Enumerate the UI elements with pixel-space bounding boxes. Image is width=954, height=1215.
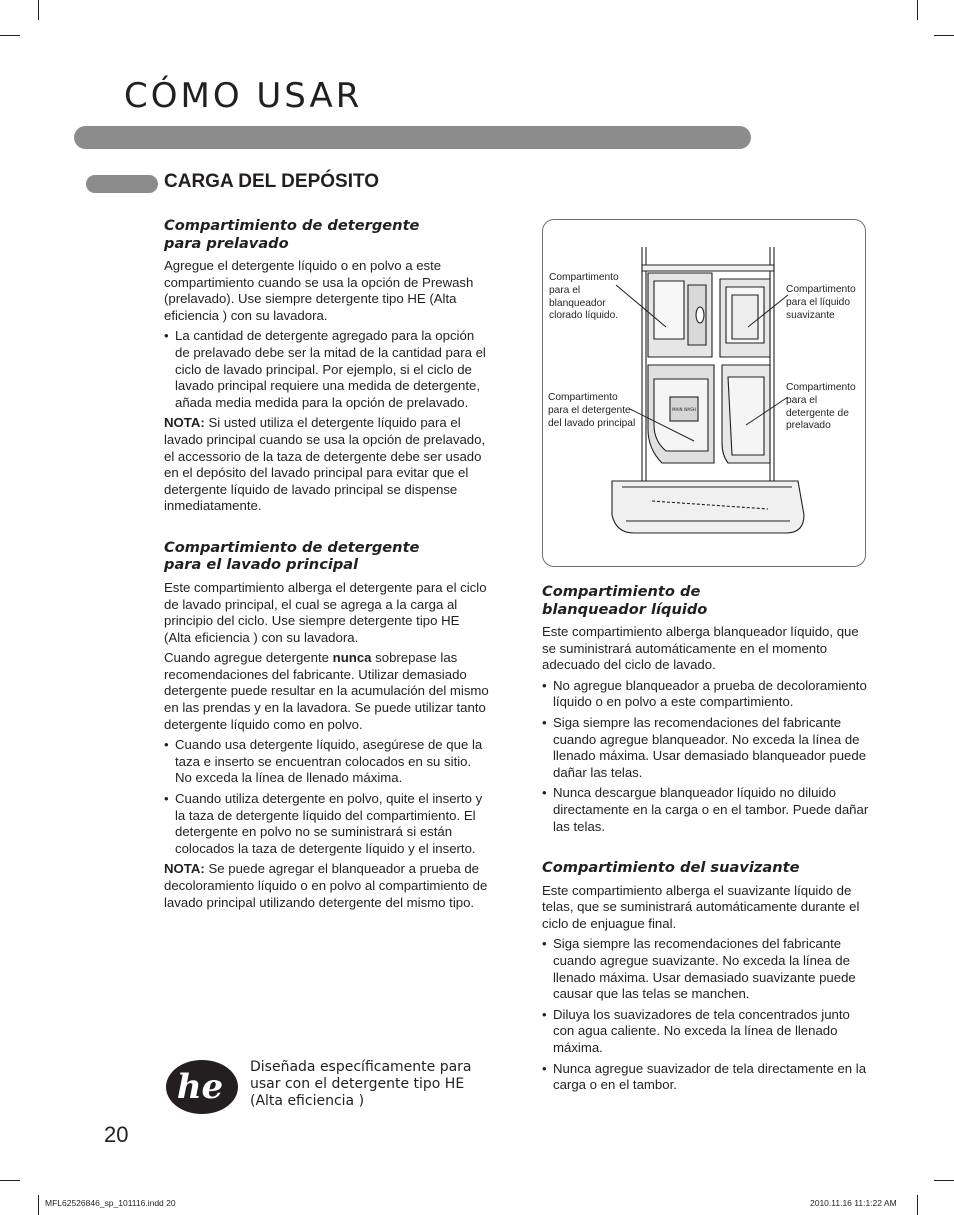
callout-mainwash: Compartimento para el detergente del lavado principal	[548, 392, 636, 429]
mainwash-paragraph: Este compartimiento alberga el detergente para el ciclo de lavado principal, el cual se agrega a la carga al principio del ciclo. Use siempre detergente tipo HE (Alta eficiencia ) con su lavadora.	[164, 579, 487, 645]
list-item: • Nunca agregue suavizador de tela directamente en la carga o en el tambor.	[542, 1061, 872, 1094]
prewash-list	[164, 328, 490, 411]
crop-mark	[934, 35, 954, 36]
crop-mark	[0, 35, 20, 36]
bleach-list	[542, 678, 872, 835]
list-item: • Nunca descargue blanqueador líquido no diluido directamente en la carga o en el tambor. Puede dañar las telas.	[542, 785, 872, 835]
list-item: • Cuando utiliza detergente en polvo, quite el inserto y la taza de detergente líquido del compartimiento. El detergente en polvo no se suministrará si están colocados la taza de detergente líquido y el inserto.	[164, 791, 490, 857]
list-item: • No agregue blanqueador a prueba de decoloramiento líquido o en polvo a este compartimiento.	[542, 678, 872, 711]
note-text: Si usted utiliza el detergente líquido para el lavado principal cuando se usa la opción de prelavado, el accessorio de la taza de detergente debe ser usado en el depósito del lavado principal para evitar que el detergente líquido de lavado principal se dispense inmediatamente.	[164, 415, 486, 514]
crop-mark	[38, 1195, 39, 1215]
crop-mark	[934, 1180, 954, 1181]
mainwash-list	[164, 737, 490, 857]
crop-mark	[917, 1195, 918, 1215]
header-bar	[74, 126, 751, 149]
dispenser-figure	[542, 219, 866, 567]
list-item: • Cuando usa detergente líquido, asegúrese de que la taza e inserto se encuentran colocados en su sitio. No exceda la línea de llenado máxima.	[164, 737, 490, 787]
he-logo	[164, 1058, 240, 1116]
note-label: NOTA:	[164, 861, 205, 877]
prewash-heading: Compartimiento de detergente para prelavado	[164, 217, 420, 252]
section-marker	[86, 175, 158, 193]
emphasis: nunca	[332, 650, 372, 666]
section-title: CARGA DEL DEPÓSITO	[164, 171, 380, 192]
softener-list	[542, 936, 872, 1093]
callout-softener: Compartimento para el líquido suavizante	[786, 284, 856, 321]
bleach-heading: Compartimiento de blanqueador líquido	[542, 583, 708, 618]
right-column	[542, 583, 872, 1098]
mainwash-heading: Compartimiento de detergente para el lavado principal	[164, 538, 420, 574]
list-item: • Siga siempre las recomendaciones del fabricante cuando agregue blanqueador. No exceda la línea de llenado máxima. Usar demasiado blanqueador puede dañar las telas.	[542, 715, 872, 781]
prewash-paragraph: Agregue el detergente líquido o en polvo a este compartimiento cuando se usa la opción de Prewash (prelavado). Use siempre detergente tipo HE (Alta eficiencia ) con su lavadora.	[164, 258, 474, 323]
text-run: sobrepase las recomendaciones del fabricante. Utilizar demasiado detergente puede resultar en la acumulación del mismo en las prendas y en la lavadora. Se puede utilizar tanto detergente líquido como en polvo.	[164, 650, 489, 732]
note-text: Se puede agregar el blanqueador a prueba de decoloramiento líquido o en polvo al compartimiento de lavado principal utilizando detergente del mismo tipo.	[164, 861, 488, 910]
crop-mark	[917, 0, 918, 20]
he-caption: Diseñada específicamente para usar con el detergente tipo HE (Alta eficiencia )	[250, 1059, 472, 1109]
bleach-paragraph: Este compartimiento alberga blanqueador líquido, que se suministrará automáticamente en el momento adecuado del ciclo de lavado.	[542, 624, 859, 673]
he-logo-text: he	[176, 1067, 224, 1107]
list-item: • La cantidad de detergente agregado para la opción de prelavado debe ser la mitad de la cantidad para el ciclo de lavado principal. Por ejemplo, si el ciclo de lavado principal requiere una medida de detergente, añada media medida para la opción de prelavado.	[164, 328, 490, 411]
page-number: 20	[104, 1122, 129, 1147]
crop-mark	[0, 1180, 20, 1181]
he-logo-graphic	[164, 1058, 240, 1116]
softener-heading: Compartimiento del suavizante	[542, 859, 800, 877]
mainwash-note	[164, 861, 490, 911]
softener-paragraph: Este compartimiento alberga el suavizante líquido de telas, que se suministrará automáticamente durante el ciclo de enjuague final.	[542, 882, 860, 931]
page-title: CÓMO USAR	[124, 76, 363, 116]
list-item: • Siga siempre las recomendaciones del fabricante cuando agregue suavizante. No exceda la línea de llenado máxima. Usar demasiado suavizante puede causar que las telas se manchen.	[542, 936, 872, 1002]
note-label: NOTA:	[164, 415, 205, 431]
prewash-note	[164, 415, 490, 515]
footer-date: 2010.11.16 11:1:22 AM	[810, 1198, 897, 1208]
cup-label: MAIN WASH	[671, 406, 696, 412]
list-item: • Diluya los suavizadores de tela concentrados junto con agua caliente. No exceda la línea de llenado máxima.	[542, 1007, 872, 1057]
mainwash-paragraph-2	[164, 650, 490, 733]
footer-file: MFL62526846_sp_101116.indd 20	[45, 1198, 176, 1208]
callout-bleach: Compartimento para el blanqueador clorado líquido.	[549, 272, 619, 322]
left-column	[164, 217, 490, 915]
text-run: Cuando agregue detergente	[164, 650, 333, 666]
crop-mark	[38, 0, 39, 20]
callout-prewash: Compartimento para el detergente de prelavado	[786, 382, 856, 432]
